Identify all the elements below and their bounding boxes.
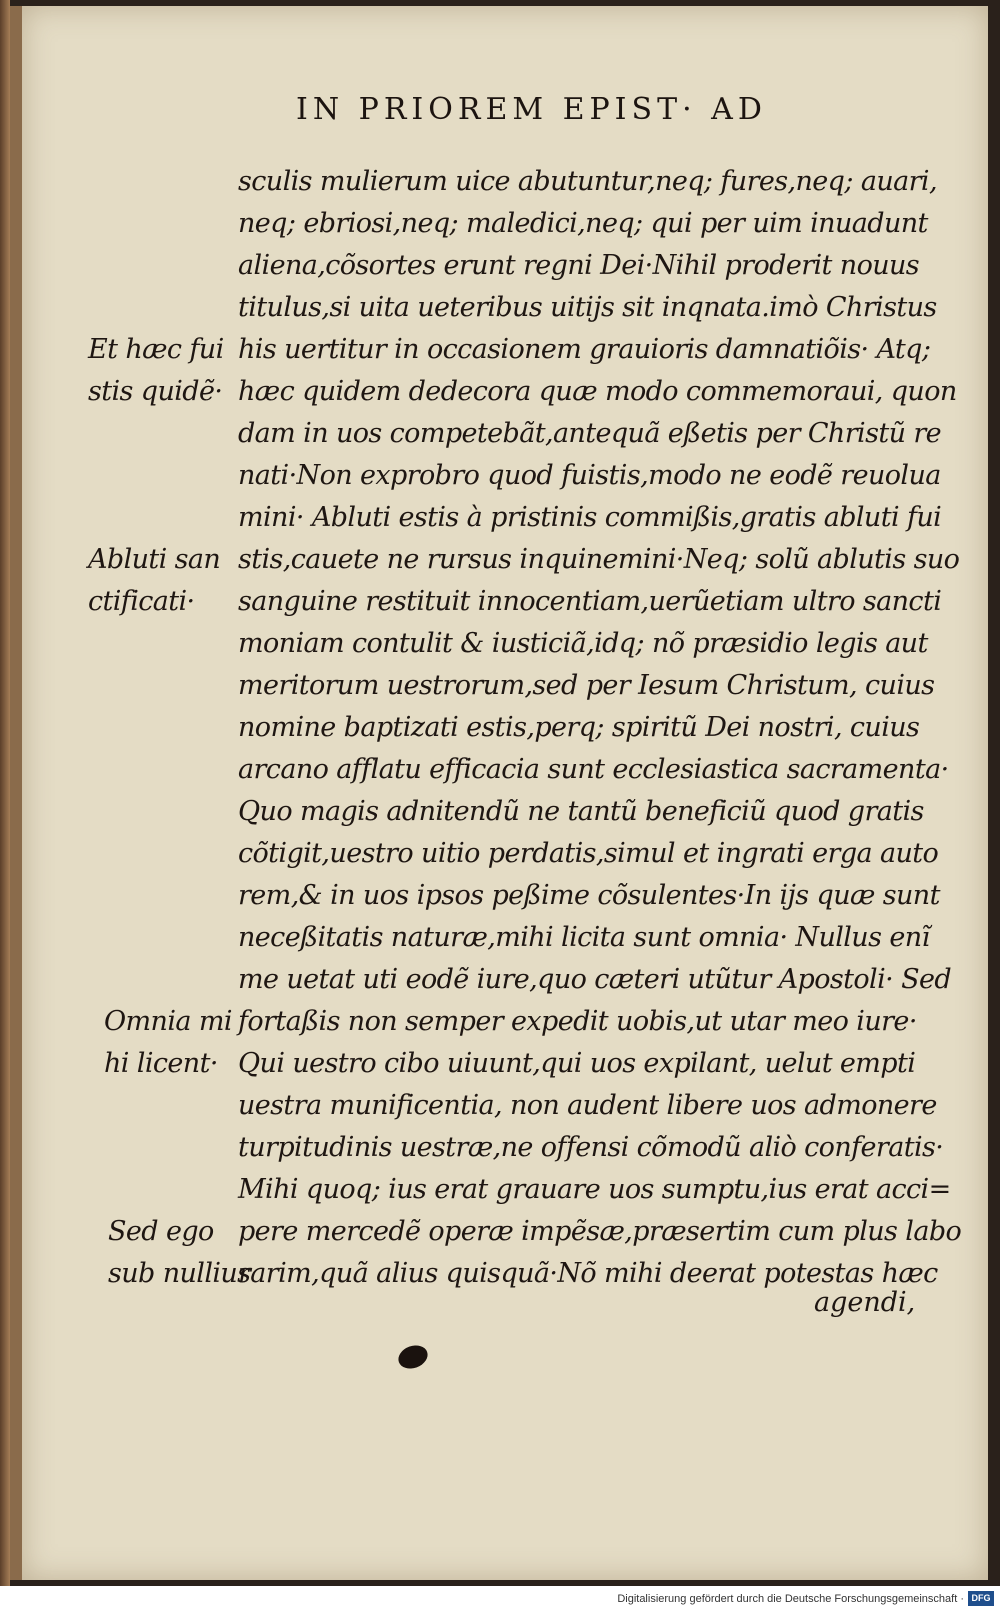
- running-head: IN PRIOREM EPIST· AD: [296, 92, 767, 127]
- body-line: me uetat uti eodẽ iure,quo cæteri utũtur Apostoli· Sed: [238, 964, 952, 995]
- body-line: neq; ebriosi,neq; maledici,neq; qui per uim inuadunt: [238, 208, 928, 239]
- body-line: Qui uestro cibo uiuunt,qui uos expilant, uelut empti: [238, 1048, 916, 1079]
- body-line: sanguine restituit innocentiam,uerũetiam ultro sancti: [238, 586, 942, 617]
- margin-note: Omnia mi: [104, 1006, 232, 1037]
- footer-credit: Digitalisierung gefördert durch die Deutsche Forschungsgemeinschaft ·: [617, 1593, 964, 1605]
- body-line: pere mercedẽ operæ impẽsæ,præsertim cum plus labo: [238, 1216, 962, 1247]
- body-line: moniam contulit & iusticiã,idq; nõ præsidio legis aut: [238, 628, 928, 659]
- body-line: stis,cauete ne rursus inquinemini·Neq; solũ ablutis suo: [238, 544, 960, 575]
- body-line: his uertitur in occasionem grauioris damnatiõis· Atq;: [238, 334, 931, 365]
- body-line: turpitudinis uestræ,ne offensi cõmodũ aliò conferatis·: [238, 1132, 944, 1163]
- body-line: nati·Non exprobro quod fuistis,modo ne eodẽ reuolua: [238, 460, 941, 491]
- body-line: meritorum uestrorum,sed per Iesum Christum, cuius: [238, 670, 935, 701]
- margin-note: Sed ego: [108, 1216, 214, 1247]
- margin-note: ctificati·: [88, 586, 195, 617]
- footer: [0, 1590, 1000, 1611]
- body-line: titulus,si uita ueteribus uitijs sit inqnata.imò Christus: [238, 292, 937, 323]
- body-line: mini· Abluti estis à pristinis commißis,gratis abluti fui: [238, 502, 942, 533]
- margin-note: Et hæc fui: [88, 334, 224, 365]
- body-line: rem,& in uos ipsos peßime cõsulentes·In ijs quæ sunt: [238, 880, 940, 911]
- catchword: agendi,: [814, 1287, 916, 1318]
- body-line: rarim,quã alius quisquã·Nõ mihi deerat potestas hæc: [238, 1258, 938, 1289]
- margin-note: sub nullius: [108, 1258, 251, 1289]
- margin-note: Abluti san: [88, 544, 221, 575]
- body-line: aliena,cõsortes erunt regni Dei·Nihil proderit nouus: [238, 250, 920, 281]
- body-line: Quo magis adnitendũ ne tantũ beneficiũ quod gratis: [238, 796, 924, 827]
- book-edge: [0, 0, 10, 1586]
- body-line: arcano afflatu efficacia sunt ecclesiastica sacramenta·: [238, 754, 949, 785]
- body-line: uestra munificentia, non audent libere uos admonere: [238, 1090, 937, 1121]
- body-line: hæc quidem dedecora quæ modo commemoraui, quon: [238, 376, 957, 407]
- book-page: [10, 6, 988, 1580]
- body-line: fortaßis non semper expedit uobis,ut utar meo iure·: [238, 1006, 917, 1037]
- body-line: dam in uos competebãt,antequã eßetis per Christũ re: [238, 418, 942, 449]
- body-line: Mihi quoq; ius erat grauare uos sumptu,ius erat acci=: [238, 1174, 951, 1205]
- body-line: nomine baptizati estis,perq; spiritũ Dei nostri, cuius: [238, 712, 920, 743]
- dfg-logo: DFG: [968, 1591, 994, 1606]
- body-line: neceßitatis naturæ,mihi licita sunt omnia· Nullus enĩ: [238, 922, 930, 953]
- margin-note: hi licent·: [104, 1048, 218, 1079]
- margin-note: stis quidẽ·: [88, 376, 223, 407]
- body-line: cõtigit,uestro uitio perdatis,simul et ingrati erga auto: [238, 838, 939, 869]
- body-line: sculis mulierum uice abutuntur,neq; fures,neq; auari,: [238, 166, 937, 197]
